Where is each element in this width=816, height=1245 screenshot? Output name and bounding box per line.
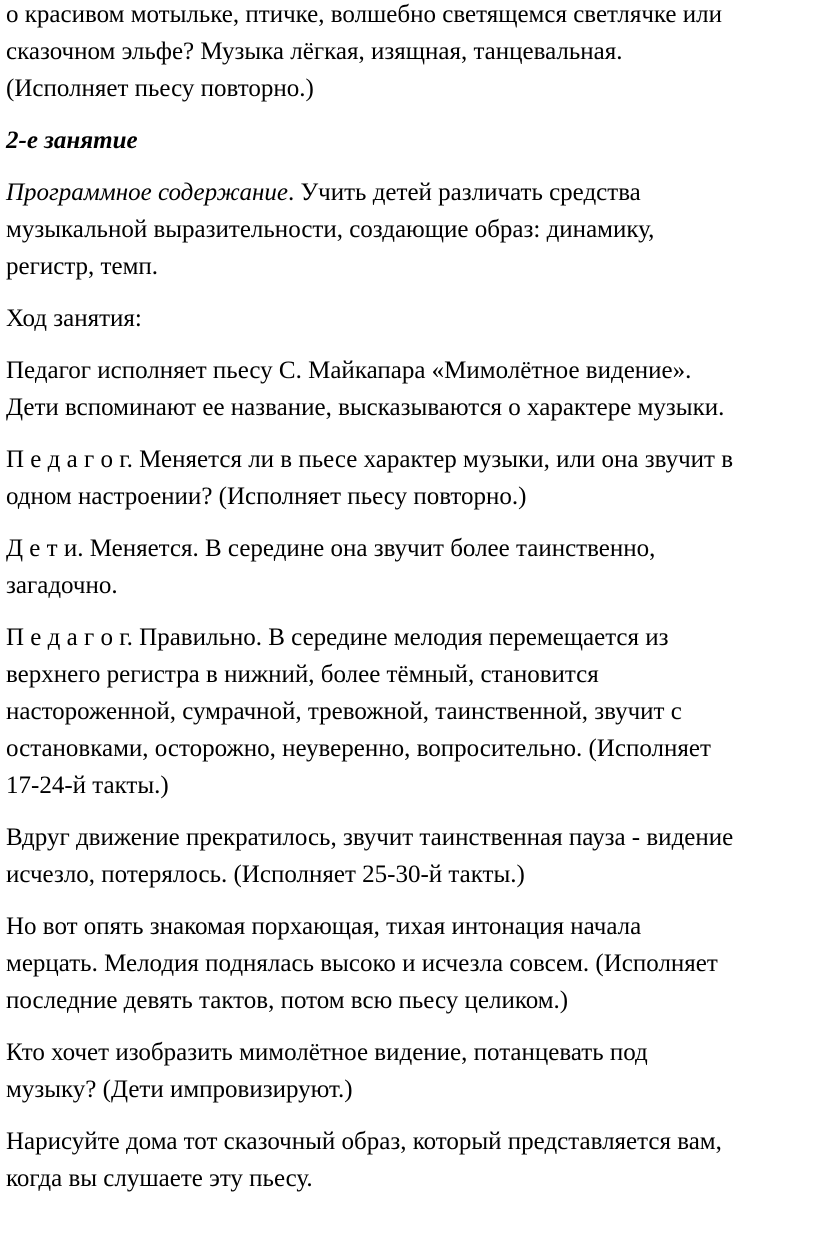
text-line: П е д а г о г. Правильно. В середине мелодия перемещается из: [6, 624, 669, 651]
text-line: Педагог исполняет пьесу С. Майкапара «Мимолётное видение».: [6, 357, 692, 384]
paragraph-dance: [6, 1034, 816, 1108]
text-line: музыкальной выразительности, создающие образ: динамику,: [6, 216, 655, 243]
text-line: Но вот опять знакомая порхающая, тихая интонация начала: [6, 913, 642, 940]
text-line: Вдруг движение прекратилось, звучит таинственная пауза - видение: [6, 824, 734, 851]
paragraph-intro: [6, 0, 816, 107]
text-line: регистр, темп.: [6, 253, 159, 280]
text-line: мерцать. Мелодия поднялась высоко и исчезла совсем. (Исполняет: [6, 950, 718, 977]
text-line: Кто хочет изобразить мимолётное видение, потанцевать под: [6, 1039, 648, 1066]
paragraph-program: [6, 174, 816, 285]
text-line: . Учить детей различать средства: [287, 179, 641, 206]
paragraph-teacher-explains: [6, 619, 816, 804]
text-line: П е д а г о г. Меняется ли в пьесе характер музыки, или она звучит в: [6, 446, 734, 473]
text-line: о красивом мотыльке, птичке, волшебно светящемся светлячке или: [6, 1, 723, 28]
text-line: настороженной, сумрачной, тревожной, таинственной, звучит с: [6, 698, 682, 725]
text-line: (Исполняет пьесу повторно.): [6, 75, 314, 102]
text-line: 17-24-й такты.): [6, 772, 169, 799]
lesson-heading: 2-е занятие: [6, 127, 138, 154]
text-line: сказочном эльфе? Музыка лёгкая, изящная, танцевальная.: [6, 38, 623, 65]
paragraph-draw: [6, 1123, 816, 1197]
text-line: исчезло, потерялось. (Исполняет 25-30-й такты.): [6, 861, 525, 888]
text-line: Нарисуйте дома тот сказочный образ, который представляется вам,: [6, 1128, 722, 1155]
paragraph-children-answer: [6, 530, 816, 604]
text-line: загадочно.: [6, 572, 118, 599]
paragraph-course: Ход занятия:: [6, 305, 142, 332]
text-line: верхнего регистра в нижний, более тёмный, становится: [6, 661, 599, 688]
text-line: остановками, осторожно, неуверенно, вопросительно. (Исполняет: [6, 735, 711, 762]
text-line: музыку? (Дети импровизируют.): [6, 1076, 353, 1103]
text-line: последние девять тактов, потом всю пьесу целиком.): [6, 987, 569, 1014]
paragraph-again: [6, 908, 816, 1019]
paragraph-teacher-question: [6, 441, 816, 515]
paragraph-pause: [6, 819, 816, 893]
text-line: когда вы слушаете эту пьесу.: [6, 1165, 313, 1192]
text-line: Дети вспоминают ее название, высказываются о характере музыки.: [6, 394, 725, 421]
program-label: Программное содержание: [6, 179, 288, 206]
text-line: Д е т и. Меняется. В середине она звучит более таинственно,: [6, 535, 656, 562]
paragraph-teacher-plays: [6, 352, 816, 426]
text-line: одном настроении? (Исполняет пьесу повторно.): [6, 483, 527, 510]
